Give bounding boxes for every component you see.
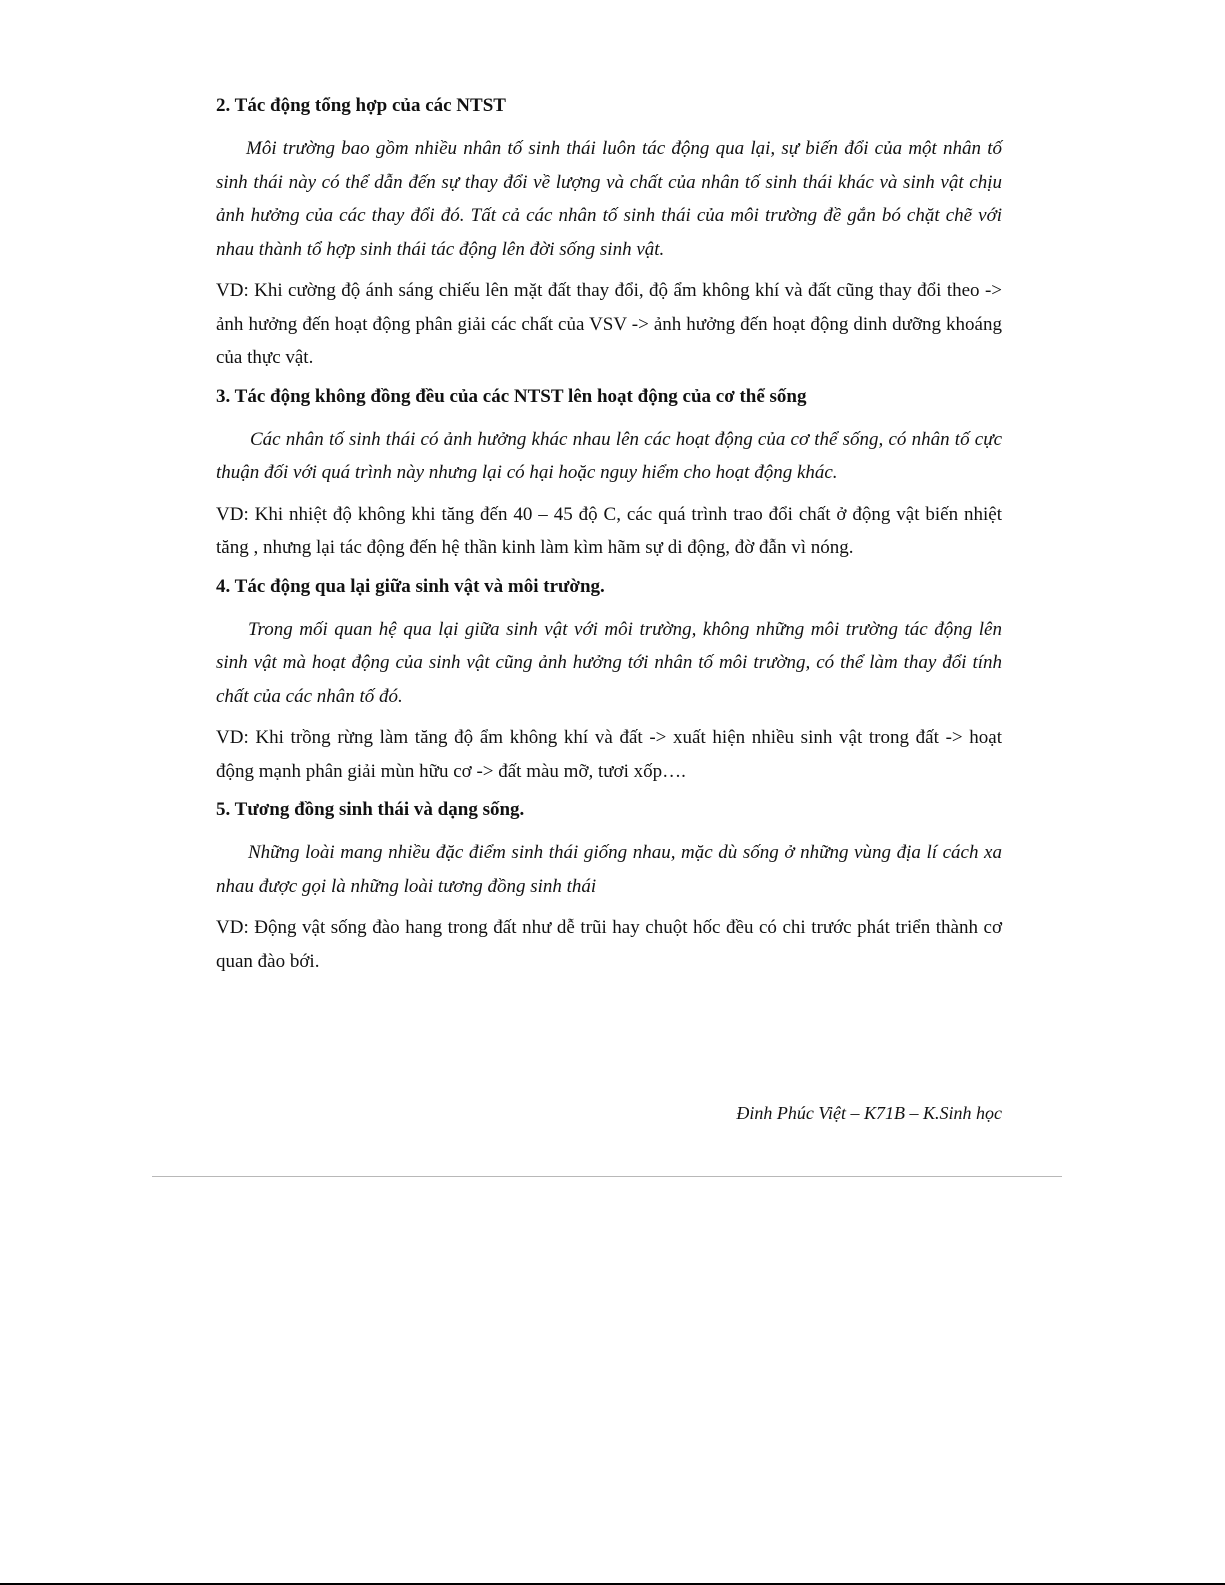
section-example: VD: Khi nhiệt độ không khi tăng đến 40 – 45 độ C, các quá trình trao đổi chất ở động vật biến nhiệt tăng , nhưng lại tác động đến hệ thần kinh làm kìm hãm sự di động, đờ đẫn vì nóng. [216, 503, 1002, 558]
section-heading: 2. Tác động tổng hợp của các NTST [216, 95, 506, 116]
section-5 [216, 796, 1002, 978]
section-heading: 3. Tác động không đồng đều của các NTST lên hoạt động của cơ thể sống [216, 385, 807, 407]
section-2 [216, 92, 1002, 375]
author-signature: Đinh Phúc Việt – K71B – K.Sinh học [736, 1103, 1002, 1123]
section-heading: 5. Tương đồng sinh thái và dạng sống. [216, 799, 525, 820]
section-example: VD: Khi cường độ ánh sáng chiếu lên mặt đất thay đổi, độ ẩm không khí và đất cũng thay đổi theo -> ảnh hưởng đến hoạt động phân giải các chất của VSV -> ảnh hưởng đến hoạt động dinh dưỡng khoáng của thực vật. [216, 280, 1002, 368]
page-divider [152, 1176, 1062, 1177]
section-body: Trong mối quan hệ qua lại giữa sinh vật với môi trường, không những môi trường tác động lên sinh vật mà hoạt động của sinh vật cũng ảnh hưởng tới nhân tố môi trường, có thể làm thay đổi tính chất của các nhân tố đó. [216, 618, 1002, 707]
document-body [216, 92, 1002, 986]
section-heading: 4. Tác động qua lại giữa sinh vật và môi trường. [216, 575, 605, 597]
section-4 [216, 573, 1002, 789]
section-body: Môi trường bao gồm nhiều nhân tố sinh thái luôn tác động qua lại, sự biến đổi của một nhân tố sinh thái này có thể dẫn đến sự thay đổi về lượng và chất của nhân tố sinh thái khác và sinh vật chịu ảnh hưởng của các thay đổi đó. Tất cả các nhân tố sinh thái của môi trường đề gắn bó chặt chẽ với nhau thành tổ hợp sinh thái tác động lên đời sống sinh vật. [216, 138, 1002, 260]
section-example: VD: Khi trồng rừng làm tăng độ ẩm không khí và đất -> xuất hiện nhiều sinh vật trong đất -> hoạt động mạnh phân giải mùn hữu cơ -> đất màu mỡ, tươi xốp…. [216, 727, 1002, 782]
section-body: Những loài mang nhiều đặc điểm sinh thái giống nhau, mặc dù sống ở những vùng địa lí cách xa nhau được gọi là những loài tương đồng sinh thái [216, 842, 1002, 897]
section-example: VD: Động vật sống đào hang trong đất như dễ trũi hay chuột hốc đều có chi trước phát triển thành cơ quan đào bới. [216, 917, 1002, 972]
section-body: Các nhân tố sinh thái có ảnh hưởng khác nhau lên các hoạt động của cơ thể sống, có nhân tố cực thuận đối với quá trình này nhưng lại có hại hoặc nguy hiểm cho hoạt động khác. [216, 428, 1002, 483]
section-3 [216, 383, 1002, 565]
